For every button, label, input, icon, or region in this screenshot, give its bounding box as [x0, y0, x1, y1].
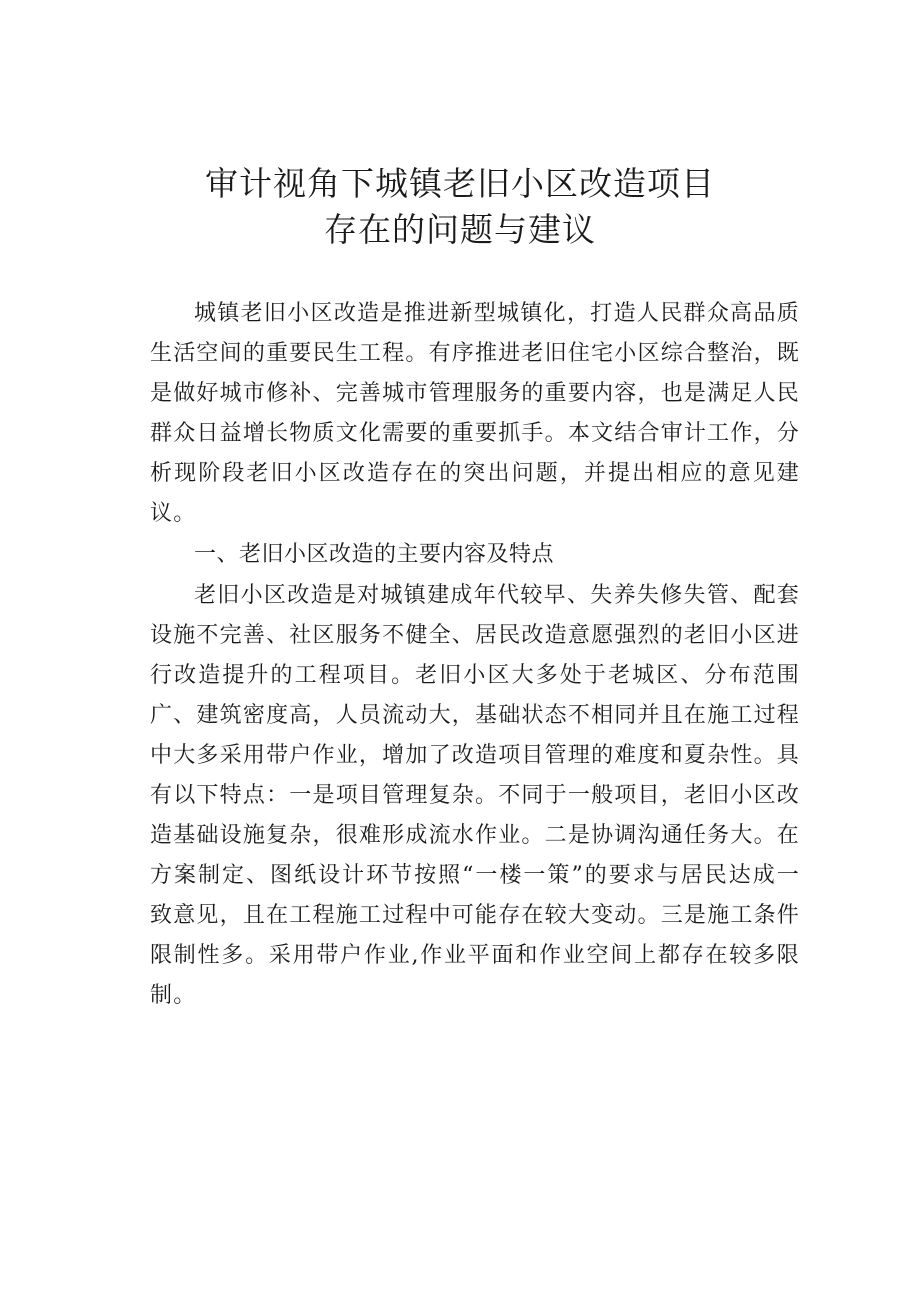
- section-paragraph: 老旧小区改造是对城镇建成年代较早、失养失修失管、配套设施不完善、社区服务不健全、居民改造意愿强烈的老旧小区进行改造提升的工程项目。老旧小区大多处于老城区、分布范围广、建筑密度高，人员流动大，基础状态不相同并且在施工过程中大多采用带户作业，增加了改造项目管理的难度和夏杂性。具有以下特点：一是项目管理复杂。不同于一般项目，老旧小区改造基础设施复杂，很难形成流水作业。二是协调沟通任务大。在方案制定、图纸设计环节按照“一楼一策”的要求与居民达成一致意见，且在工程施工过程中可能存在较大变动。三是施工条件限制性多。采用带户作业,作业平面和作业空间上都存在较多限制。: [150, 583, 800, 1008]
- title-line-2: 存在的问题与建议: [324, 210, 596, 249]
- intro-paragraph: 城镇老旧小区改造是推进新型城镇化，打造人民群众高品质生活空间的重要民生工程。有序推进老旧住宅小区综合整治，既是做好城市修补、完善城市管理服务的重要内容，也是满足人民群众日益增长物质文化需要的重要抓手。本文结合审计工作，分析现阶段老旧小区改造存在的突出问题，并提出相应的意见建议。: [150, 301, 800, 526]
- document-title: [0, 161, 920, 253]
- section-heading: 一、老旧小区改造的主要内容及特点: [194, 542, 555, 567]
- title-line-1: 审计视角下城镇老旧小区改造项目: [205, 164, 715, 203]
- document-body: [150, 294, 800, 1016]
